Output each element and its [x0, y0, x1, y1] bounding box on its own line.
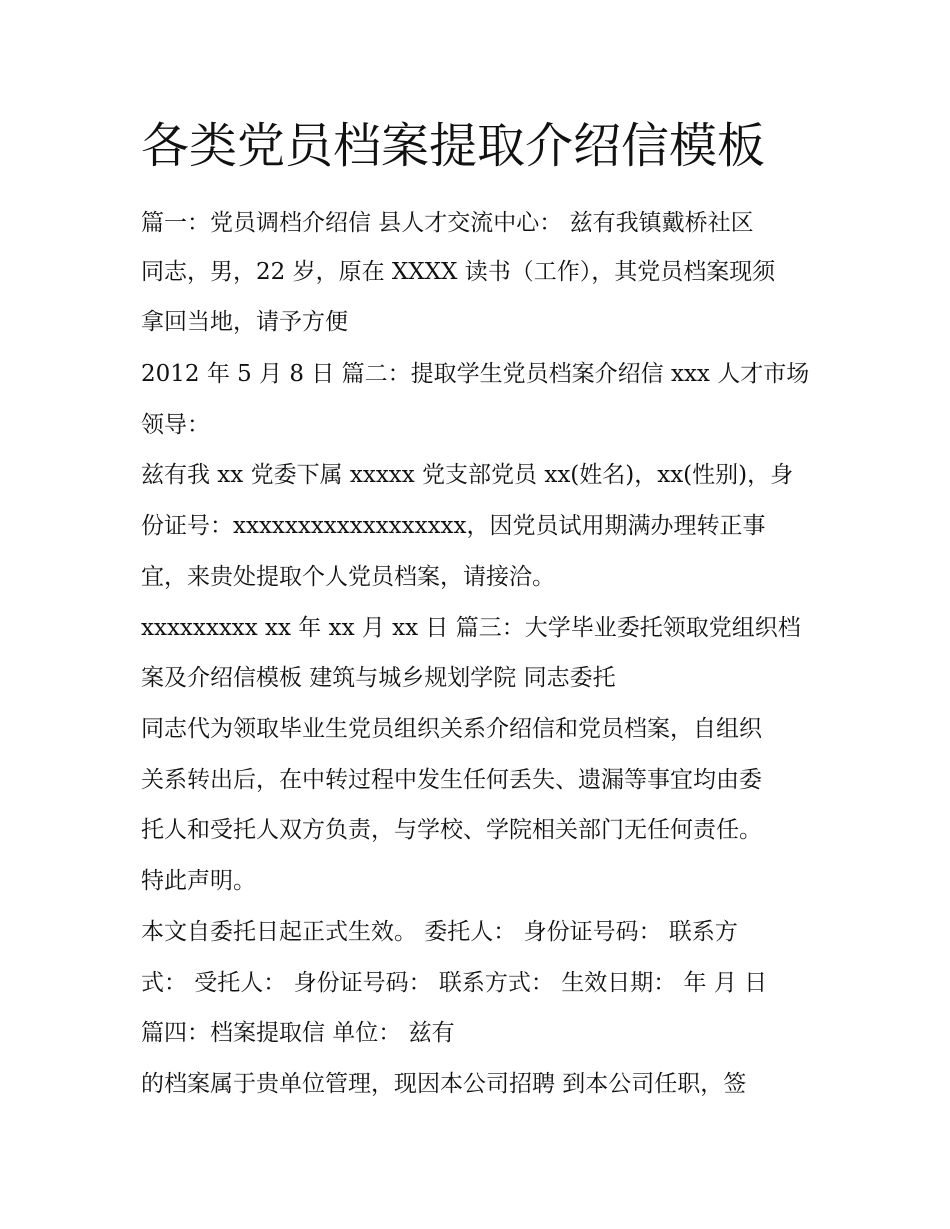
body-line-6: 兹有我 xx 党委下属 xxxxx 党支部党员 xx(姓名)，xx(性别)，身 [141, 462, 794, 488]
document-title: 各类党员档案提取介绍信模板 [141, 118, 766, 174]
body-line-5: 领导： [141, 412, 210, 438]
body-line-18: 的档案属于贵单位管理，现因本公司招聘 到本公司任职，签 [141, 1071, 747, 1097]
body-line-9: xxxxxxxxx xx 年 xx 月 xx 日 篇三：大学毕业委托领取党组织档 [141, 615, 801, 641]
body-line-8: 宜，来贵处提取个人党员档案，请接洽。 [141, 564, 555, 590]
body-line-12: 关系转出后，在中转过程中发生任何丢失、遗漏等事宜均由委 [141, 767, 762, 793]
body-line-16: 式： 受托人： 身份证号码： 联系方式： 生效日期： 年 月 日 [141, 970, 768, 996]
body-line-1: 篇一：党员调档介绍信 县人才交流中心： 兹有我镇戴桥社区 [141, 210, 754, 236]
body-line-17: 篇四：档案提取信 单位： 兹有 [141, 1020, 455, 1046]
body-line-13: 托人和受托人双方负责，与学校、学院相关部门无任何责任。 [141, 817, 762, 843]
body-line-3: 拿回当地，请予方便 [141, 309, 348, 335]
body-line-15: 本文自委托日起正式生效。 委托人： 身份证号码： 联系方 [141, 919, 738, 945]
body-line-4: 2012 年 5 月 8 日 篇二：提取学生党员档案介绍信 xxx 人才市场 [141, 361, 810, 387]
body-line-11: 同志代为领取毕业生党员组织关系介绍信和党员档案，自组织 [141, 716, 762, 742]
body-line-10: 案及介绍信模板 建筑与城乡规划学院 同志委托 [141, 665, 616, 691]
body-line-2: 同志，男，22 岁，原在 XXXX 读书（工作），其党员档案现须 [141, 259, 776, 285]
body-line-7: 份证号：xxxxxxxxxxxxxxxxxx，因党员试用期满办理转正事 [141, 513, 766, 539]
body-line-14: 特此声明。 [141, 868, 256, 894]
